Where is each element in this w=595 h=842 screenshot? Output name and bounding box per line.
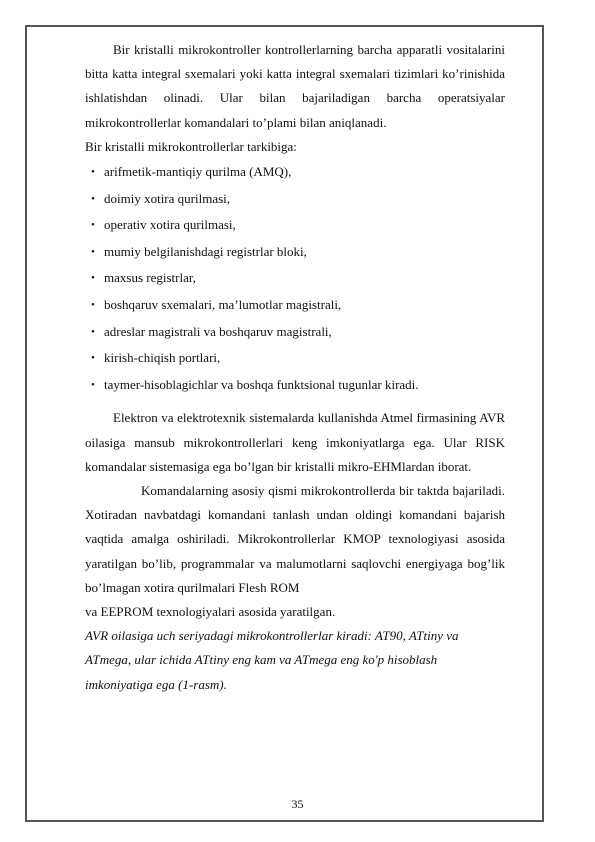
list-item: • adreslar magistrali va boshqaruv magistrali,: [85, 319, 505, 346]
bullet-icon: •: [91, 272, 95, 285]
italic-note-last-line: imkoniyatiga ega (1-rasm).: [85, 676, 227, 692]
bullet-icon: •: [91, 166, 95, 179]
bullet-icon: •: [91, 378, 95, 391]
bullet-icon: •: [91, 192, 95, 205]
page-number: 35: [291, 797, 304, 811]
paragraph-commands: Komandalarning asosiy qismi mikrokontrollerda bir taktda bajariladi. Xotiradan navbatdagi komandani tanlash undan oldingi komandani bajarish vaqtida amalga oshiriladi. Mikrokontrollerlar KMOP texnologiyasi asosida yaratilgan bo’lib, programmalar va malumotlarni saqlovchi energiyaga bog’lik bo’lmagan xotira qurilmalari Flesh ROM: [85, 482, 505, 595]
bullet-icon: •: [91, 245, 95, 258]
document-body: [85, 38, 505, 697]
list-item: • arifmetik-mantiqiy qurilma (AMQ),: [85, 159, 505, 186]
list-item: • operativ xotira qurilmasi,: [85, 212, 505, 239]
list-item: • mumiy belgilanishdagi registrlar bloki,: [85, 239, 505, 266]
bullet-icon: •: [91, 352, 95, 365]
paragraph-intro-last-line: Bir kristalli mikrokontrollerlar tarkibiga:: [85, 138, 297, 154]
bullet-icon: •: [91, 325, 95, 338]
paragraph-commands-last-line: va EEPROM texnologiyalari asosida yaratilgan.: [85, 603, 336, 619]
component-list: [85, 159, 505, 398]
list-item: • maxsus registrlar,: [85, 265, 505, 292]
bullet-icon: •: [91, 219, 95, 232]
list-item: • kirish-chiqish portlari,: [85, 345, 505, 372]
bullet-icon: •: [91, 298, 95, 311]
paragraph-avr: Elektron va elektrotexnik sistemalarda kullanishda Atmel firmasining AVR oilasiga mansub mikrokontrollerlari keng imkoniyatlarga ega. Ular RISK komandalar sistemasiga ega bo’lgan bir kristalli mikro-EHMlardan iborat.: [85, 410, 505, 474]
list-item: • taymer-hisoblagichlar va boshqa funktsional tugunlar kiradi.: [85, 372, 505, 399]
list-item: • doimiy xotira qurilmasi,: [85, 186, 505, 213]
list-item: • boshqaruv sxemalari, ma’lumotlar magistrali,: [85, 292, 505, 319]
italic-note: AVR oilasiga uch seriyadagi mikrokontrollerlar kiradi: AT90, ATtiny va ATmega, ular ichida ATtiny eng kam va ATmega eng ko'p hisoblash: [85, 628, 459, 668]
paragraph-intro: Bir kristalli mikrokontroller kontrollerlarning barcha apparatli vositalarini bitta katta integral sxemalari yoki katta integral sxemalari tizimlari ko’rinishida ishlatishdan olinadi. Ular bilan bajariladigan barcha operatsiyalar mikrokontrollerlar komandalari to’plami bilan aniqlanadi.: [85, 42, 505, 130]
